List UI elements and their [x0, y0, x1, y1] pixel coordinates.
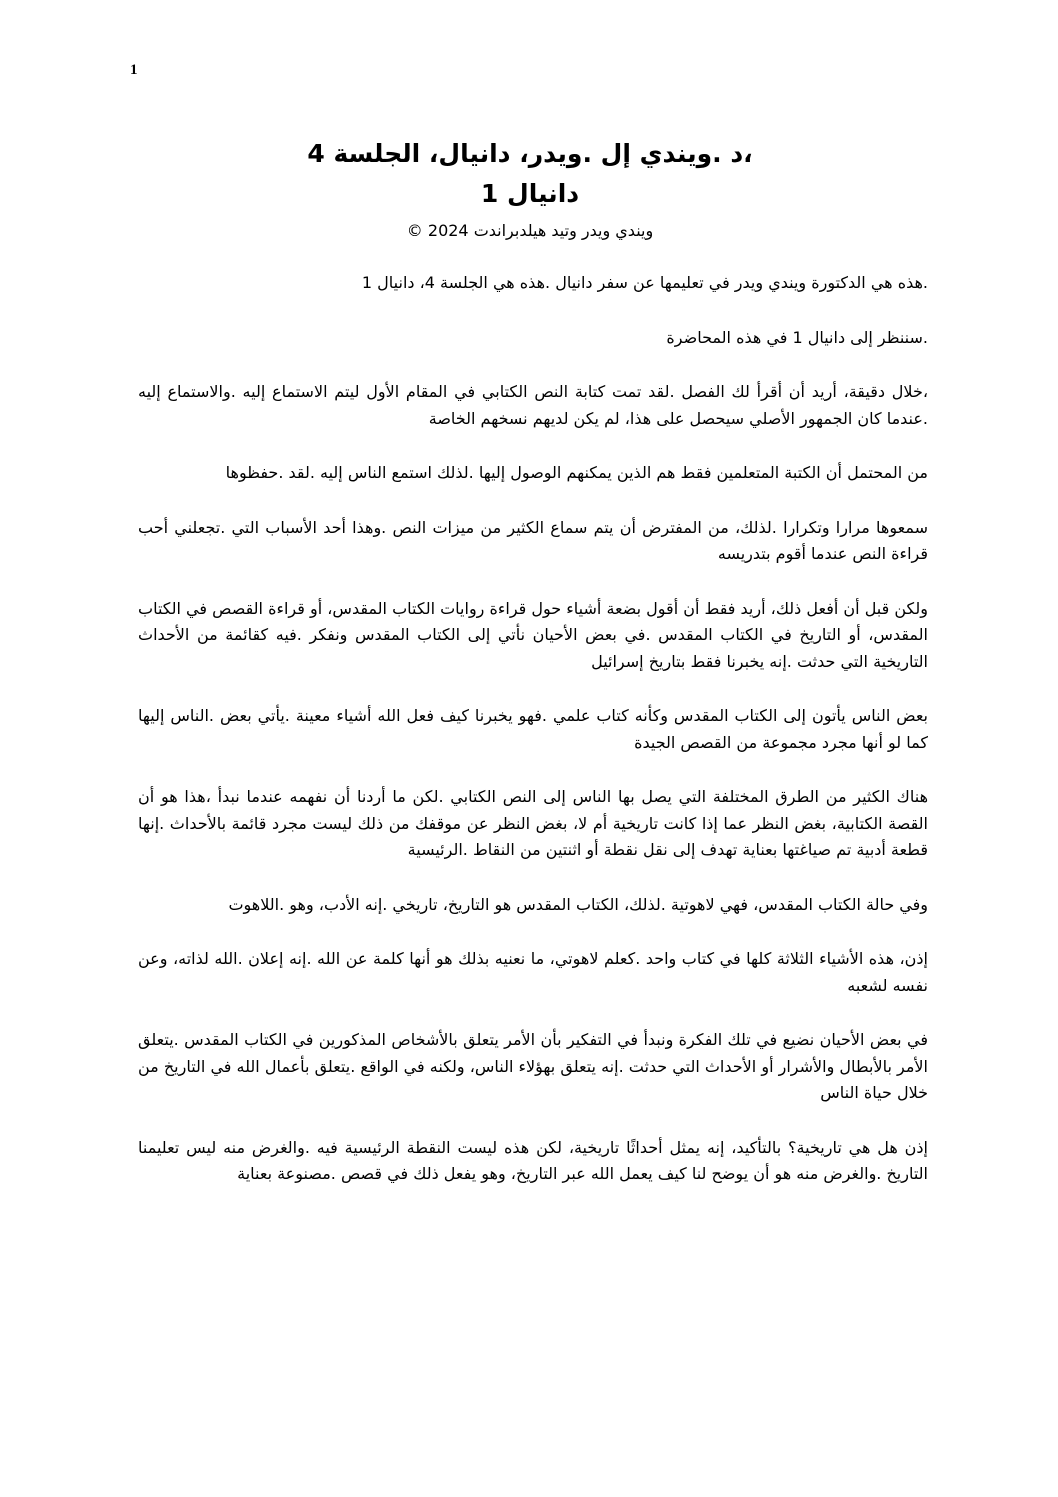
paragraph: بعض الناس يأتون إلى الكتاب المقدس وكأنه كتاب علمي .فهو يخبرنا كيف فعل الله أشياء معينة .يأتي بعض .الناس إليها كما لو أنها مجرد مجموعة من القصص الجيدة — [138, 706, 928, 752]
title-line-1: ،د .ويندي إل .ويدر، دانيال، الجلسة 4 — [307, 139, 753, 168]
paragraph: من المحتمل أن الكتبة المتعلمين فقط هم الذين يمكنهم الوصول إليها .لذلك استمع الناس إليه .لقد .حفظوها — [225, 463, 928, 482]
paragraph: ولكن قبل أن أفعل ذلك، أريد فقط أن أقول بضعة أشياء حول قراءة روايات الكتاب المقدس، أو قراءة القصص في الكتاب المقدس، أو التاريخ في الكتاب المقدس .في بعض الأحيان نأتي إلى الكتاب المقدس ونفكر .فيه كقائمة من الأحداث التاريخية التي حدثت .إنه يخبرنا فقط بتاريخ إسرائيل — [138, 598, 928, 671]
title-line-2: دانيال 1 — [480, 179, 580, 208]
paragraph: .هذه هي الدكتورة ويندي ويدر في تعليمها عن سفر دانيال .هذه هي الجلسة 4، دانيال 1 — [361, 273, 928, 292]
paragraph: .سننظر إلى دانيال 1 في هذه المحاضرة — [666, 327, 928, 347]
paragraph: إذن، هذه الأشياء الثلاثة كلها في كتاب واحد .كعلم لاهوتي، ما نعنيه بذلك هو أنها كلمة عن الله .إنه إعلان .الله لذاته، وعن نفسه لشعبه — [138, 949, 928, 995]
document-title — [150, 134, 910, 244]
paragraph: إذن هل هي تاريخية؟ بالتأكيد، إنه يمثل أحداثًا تاريخية، لكن هذه ليست النقطة الرئيسية فيه .والغرض منه ليس تعليمنا التاريخ .والغرض منه هو أن يوضح لنا كيف يعمل الله عبر التاريخ، وهو يفعل ذلك في قصص .مصنوعة بعناية — [138, 1137, 928, 1183]
paragraph: سمعوها مرارا وتكرارا .لذلك، من المفترض أن يتم سماع الكثير من ميزات النص .وهذا أحد الأسباب التي .تجعلني أحب قراءة النص عندما أقوم بتدريسه — [138, 517, 928, 563]
paragraph: هناك الكثير من الطرق المختلفة التي يصل بها الناس إلى النص الكتابي .لكن ما أردنا أن نفهمه عندما نبدأ ،هذا هو أن القصة الكتابية، بغض النظر عما إذا كانت تاريخية أم لا، بغض النظر عن موقفك من ذلك ليست مجرد قائمة بالأحداث .إنها قطعة أدبية تم صياغتها بعناية تهدف إلى نقل نقطة أو اثنتين من النقاط .الرئيسية — [138, 787, 928, 859]
body-text — [138, 270, 928, 1216]
page-number: 1 — [130, 62, 138, 78]
paragraph: في بعض الأحيان نضيع في تلك الفكرة ونبدأ في التفكير بأن الأمر يتعلق بالأشخاص المذكورين في الكتاب المقدس .يتعلق الأمر بالأبطال والأشرار أو الأحداث التي حدثت .إنه يتعلق بهؤلاء الناس، ولكنه في الواقع .يتعلق بأعمال الله في التاريخ من خلال حياة الناس — [138, 1030, 928, 1102]
paragraph: ،خلال دقيقة، أريد أن أقرأ لك الفصل .لقد تمت كتابة النص الكتابي في المقام الأول ليتم الاستماع إليه .والاستماع إليه .عندما كان الجمهور الأصلي سيحصل على هذا، لم يكن لديهم نسخهم الخاصة — [138, 382, 928, 428]
copyright-line: ويندي ويدر وتيد هيلدبراندت 2024 © — [406, 221, 654, 240]
paragraph: وفي حالة الكتاب المقدس، فهي لاهوتية .لذلك، الكتاب المقدس هو التاريخ، تاريخي .إنه الأدب، وهو .اللاهوت — [228, 894, 928, 914]
